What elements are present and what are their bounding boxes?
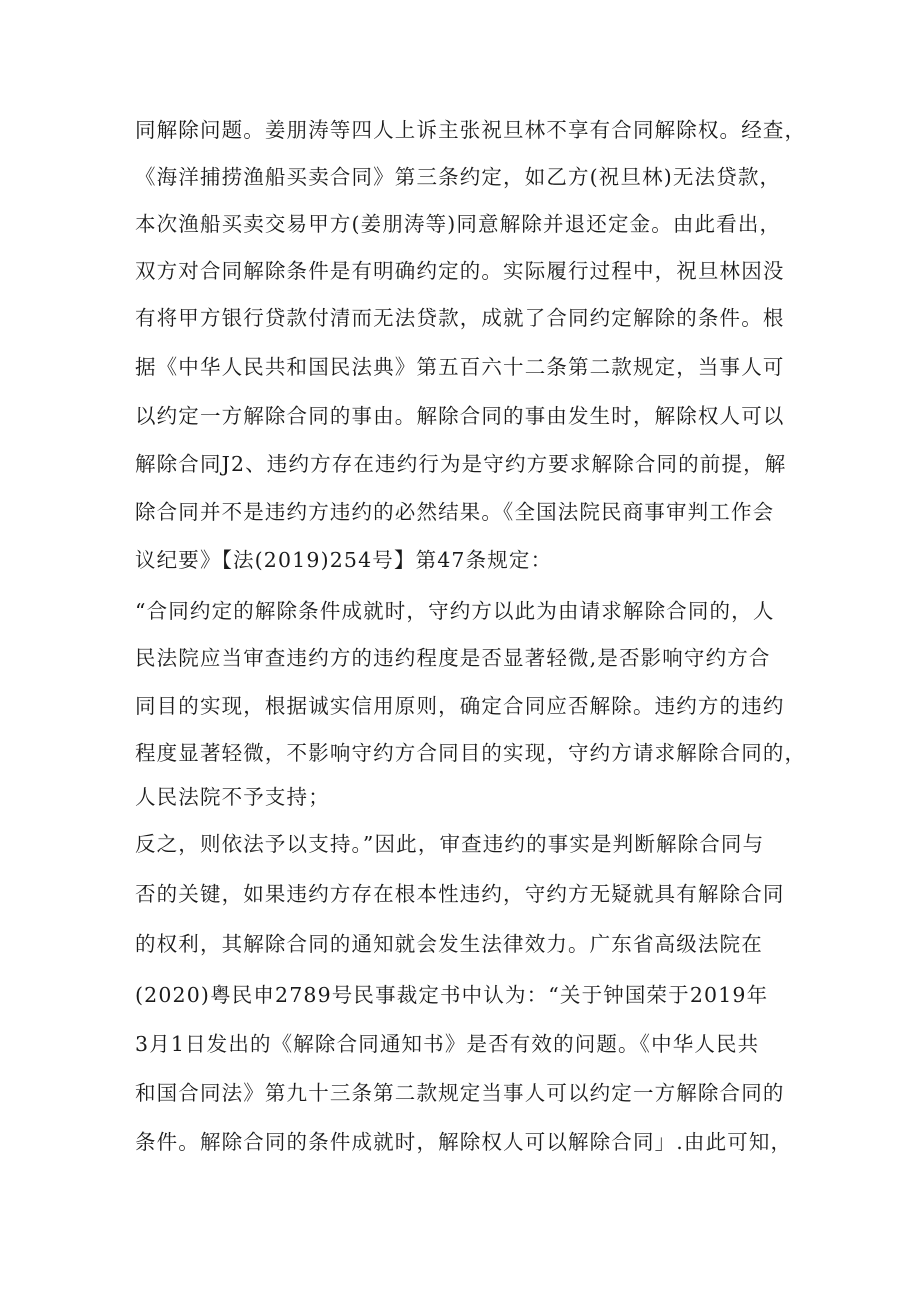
text-line: 《海洋捕捞渔船买卖合同》第三条约定，如乙方(祝旦林)无法贷款， — [135, 165, 782, 189]
text-line: 议纪要》【法(2019)254号】第47条规定： — [135, 548, 553, 572]
text-line: 3月1日发出的《解除合同通知书》是否有效的问题。《中华人民共 — [135, 1032, 760, 1056]
text-line: 民法院应当审查违约方的违约程度是否显著轻微,是否影响守约方合 — [135, 646, 771, 670]
text-line: (2020)粤民申2789号民事裁定书中认为：“关于钟国荣于2019年 — [135, 983, 769, 1007]
text-line: 解除合同J2、违约方存在违约行为是守约方要求解除合同的前提，解 — [135, 452, 787, 476]
text-line: 反之，则依法予以支持。”因此，审查违约的事实是判断解除合同与 — [135, 832, 765, 856]
text-line: 和国合同法》第九十三条第二款规定当事人可以约定一方解除合同的 — [135, 1081, 785, 1105]
text-line: 除合同并不是违约方违约的必然结果。《全国法院民商事审判工作会 — [135, 500, 775, 524]
text-line: 以约定一方解除合同的事由。解除合同的事由发生时，解除权人可以 — [135, 404, 785, 428]
text-line: 同解除问题。姜朋涛等四人上诉主张祝旦林不享有合同解除权。经查， — [135, 118, 807, 142]
text-line: 的权利，其解除合同的通知就会发生法律效力。广东省高级法院在 — [135, 932, 763, 956]
text-line: 双方对合同解除条件是有明确约定的。实际履行过程中，祝旦林因没 — [135, 259, 785, 283]
text-line: 据《中华人民共和国民法典》第五百六十二条第二款规定，当事人可 — [135, 355, 785, 379]
text-line: 程度显著轻微，不影响守约方合同目的实现，守约方请求解除合同的， — [135, 741, 807, 765]
text-line: 有将甲方银行贷款付清而无法贷款，成就了合同约定解除的条件。根 — [135, 306, 785, 330]
text-line: 否的关键，如果违约方存在根本性违约，守约方无疑就具有解除合同 — [135, 882, 785, 906]
text-line: 同目的实现，根据诚实信用原则，确定合同应否解除。违约方的违约 — [135, 694, 785, 718]
text-line: 条件。解除合同的条件成就时，解除权人可以解除合同」.由此可知， — [135, 1130, 793, 1154]
text-line: “合同约定的解除条件成就时，守约方以此为由请求解除合同的，人 — [135, 599, 775, 623]
text-line: 人民法院不予支持； — [135, 785, 330, 809]
text-line: 本次渔船买卖交易甲方(姜朋涛等)同意解除并退还定金。由此看出， — [135, 212, 782, 236]
